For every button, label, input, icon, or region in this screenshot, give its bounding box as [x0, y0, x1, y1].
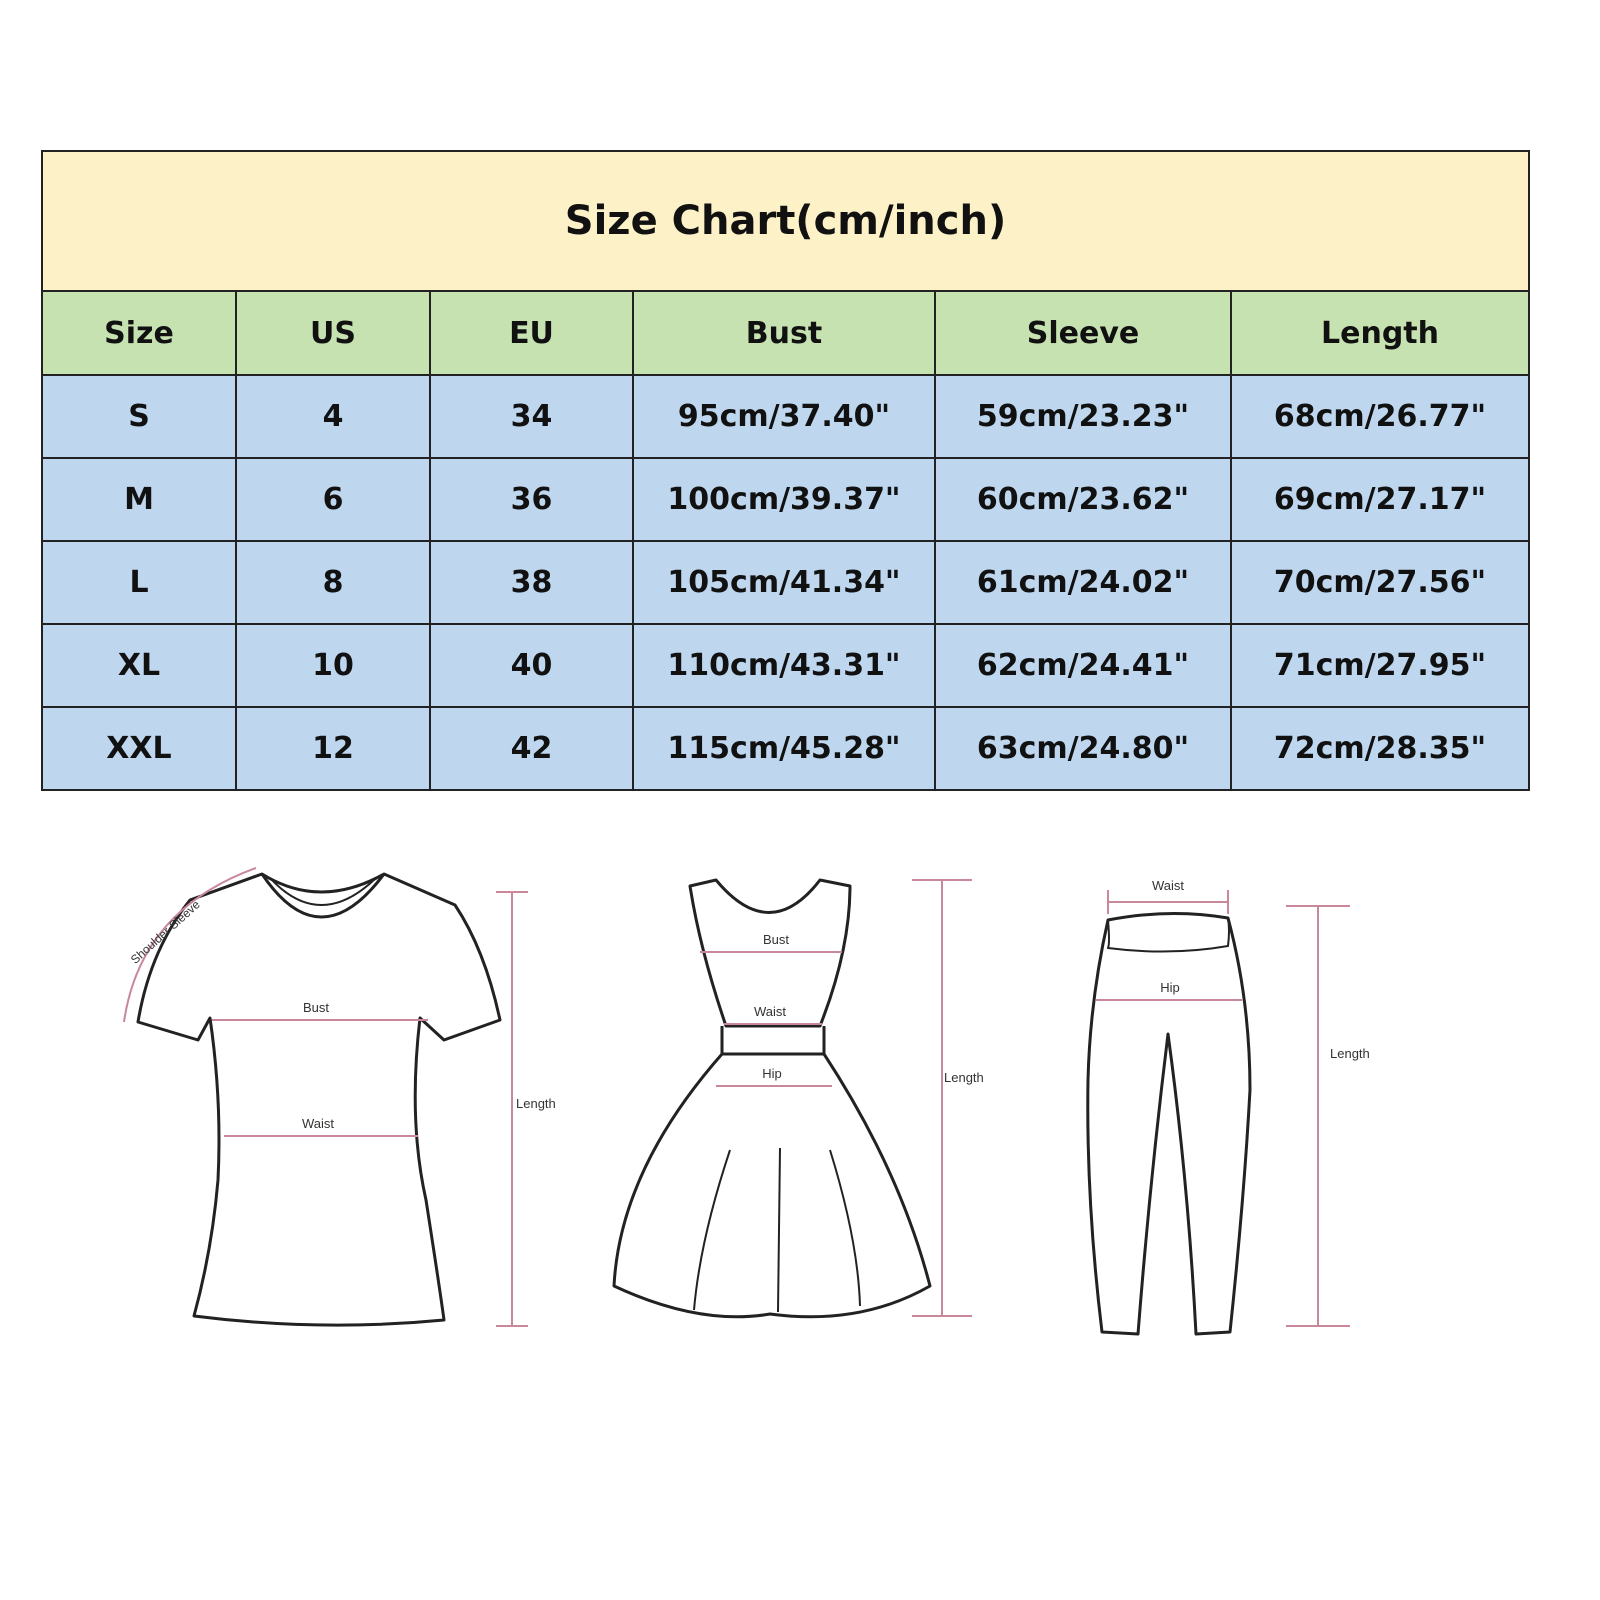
- table-title: Size Chart(cm/inch): [42, 151, 1529, 291]
- cell-length: 68cm/26.77": [1231, 375, 1529, 458]
- cell-size: S: [42, 375, 236, 458]
- cell-eu: 34: [430, 375, 633, 458]
- cell-eu: 42: [430, 707, 633, 790]
- pants-waist-label: Waist: [1151, 878, 1185, 893]
- cell-bust: 110cm/43.31": [633, 624, 935, 707]
- size-chart-table: [41, 150, 1530, 791]
- cell-length: 71cm/27.95": [1231, 624, 1529, 707]
- cell-size: M: [42, 458, 236, 541]
- tshirt-length-label: Length: [516, 1096, 556, 1111]
- pants-length-label: Length: [1330, 1046, 1370, 1061]
- table-header-row: [42, 291, 1529, 375]
- garment-figures: [0, 840, 1600, 1340]
- pants-outline: [1088, 913, 1250, 1334]
- table-row: [42, 458, 1529, 541]
- pants-figure: [1088, 913, 1250, 1334]
- cell-sleeve: 60cm/23.62": [935, 458, 1231, 541]
- cell-us: 6: [236, 458, 430, 541]
- tshirt-figure: [138, 874, 500, 1325]
- tshirt-collar: [262, 874, 384, 917]
- pants-measure-lines: [1096, 890, 1350, 1326]
- cell-sleeve: 62cm/24.41": [935, 624, 1231, 707]
- tshirt-bust-label: Bust: [302, 1000, 330, 1015]
- header-eu: EU: [430, 291, 633, 375]
- cell-bust: 105cm/41.34": [633, 541, 935, 624]
- table-row: [42, 624, 1529, 707]
- cell-us: 12: [236, 707, 430, 790]
- cell-us: 4: [236, 375, 430, 458]
- dress-waist-label: Waist: [753, 1004, 787, 1019]
- dress-skirt: [614, 1054, 930, 1317]
- tshirt-measure-lines: [124, 868, 528, 1326]
- header-length: Length: [1231, 291, 1529, 375]
- dress-skirt-folds: [694, 1148, 860, 1312]
- cell-size: L: [42, 541, 236, 624]
- dress-bust-label: Bust: [762, 932, 790, 947]
- cell-sleeve: 61cm/24.02": [935, 541, 1231, 624]
- table-row: [42, 375, 1529, 458]
- cell-size: XXL: [42, 707, 236, 790]
- cell-sleeve: 59cm/23.23": [935, 375, 1231, 458]
- cell-length: 70cm/27.56": [1231, 541, 1529, 624]
- cell-us: 10: [236, 624, 430, 707]
- cell-us: 8: [236, 541, 430, 624]
- cell-size: XL: [42, 624, 236, 707]
- header-sleeve: Sleeve: [935, 291, 1231, 375]
- dress-length-label: Length: [944, 1070, 984, 1085]
- table-row: [42, 541, 1529, 624]
- cell-bust: 95cm/37.40": [633, 375, 935, 458]
- garment-diagrams: [0, 840, 1600, 1340]
- cell-eu: 38: [430, 541, 633, 624]
- pants-hip-label: Hip: [1160, 980, 1180, 995]
- dress-measure-lines: [700, 880, 972, 1316]
- header-us: US: [236, 291, 430, 375]
- header-size: Size: [42, 291, 236, 375]
- tshirt-waist-label: Waist: [301, 1116, 335, 1131]
- tshirt-outline: [138, 874, 500, 1325]
- cell-length: 72cm/28.35": [1231, 707, 1529, 790]
- pants-waistband: [1108, 918, 1229, 952]
- cell-eu: 40: [430, 624, 633, 707]
- header-bust: Bust: [633, 291, 935, 375]
- cell-length: 69cm/27.17": [1231, 458, 1529, 541]
- table-row: [42, 707, 1529, 790]
- dress-hip-label: Hip: [762, 1066, 782, 1081]
- cell-sleeve: 63cm/24.80": [935, 707, 1231, 790]
- shoulder-sleeve-label: Shoulder Sleeve: [127, 897, 203, 967]
- cell-bust: 100cm/39.37": [633, 458, 935, 541]
- cell-eu: 36: [430, 458, 633, 541]
- cell-bust: 115cm/45.28": [633, 707, 935, 790]
- dress-waistband: [722, 1026, 824, 1054]
